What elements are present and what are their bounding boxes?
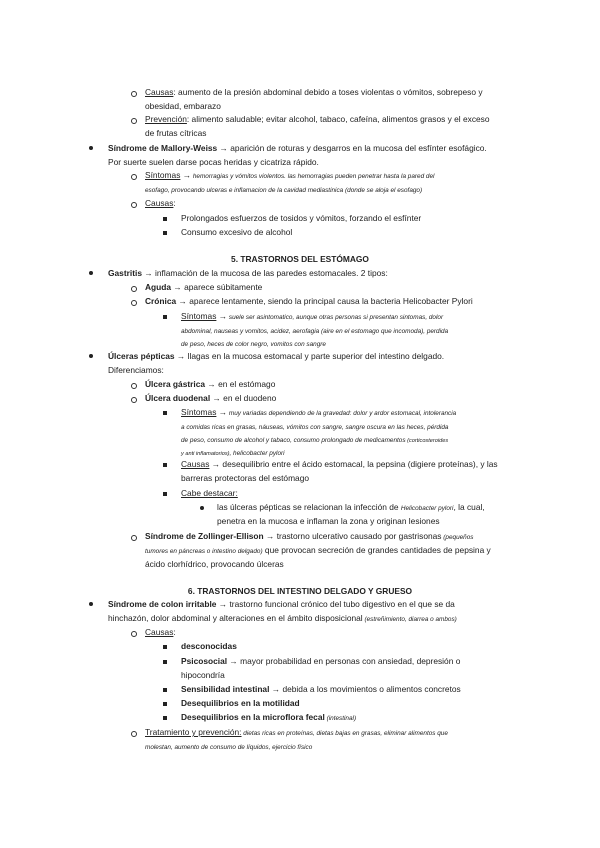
zollinger-line-2: tumores en páncreas o intestino delgado) que provocan secreción de grandes cantidades de pepsina y — [145, 545, 491, 555]
cronica-sintomas-2: abdominal, nauseas y vomitos, acidez, aerofagia (aire en el estomago que incomoda), perdida — [181, 328, 449, 335]
colon-causa-4: Desequilibrios en la motilidad — [181, 698, 300, 708]
prevencion-line-2: de frutas cítricas — [145, 128, 207, 138]
square-bullet — [163, 716, 167, 720]
circle-bullet — [131, 535, 137, 541]
circle-bullet — [131, 202, 137, 208]
cronica-line: Crónica → aparece lentamente, siendo la principal causa la bacteria Helicobacter Pylori — [145, 296, 473, 306]
colon-causa-5: Desequilibrios en la microflora fecal (intestinal) — [181, 712, 357, 722]
bullet — [200, 506, 204, 510]
colon-causa-1: desconocidas — [181, 641, 237, 651]
duodenal-sintomas-2: a comidas ricas en grasas, náuseas, vómitos con sangre, sangre oscura en las heces, pérdida — [181, 424, 449, 431]
causas-line-2: obesidad, embarazo — [145, 101, 221, 111]
circle-bullet — [131, 300, 137, 306]
colon-line-2: hinchazón, dolor abdominal y alteraciones en el ámbito disposicional (estreñimiento, diarrea o ambos) — [108, 613, 457, 623]
cabe-line: las úlceras pépticas se relacionan la infección de Helicobacter pylori, la cual, — [217, 502, 485, 512]
circle-bullet — [131, 286, 137, 292]
square-bullet — [163, 660, 167, 664]
aguda-line: Aguda → aparece súbitamente — [145, 282, 263, 292]
square-bullet — [163, 645, 167, 649]
zollinger-line: Síndrome de Zollinger-Ellison → trastorno ulcerativo causado por gastrisonas (pequeños — [145, 531, 474, 541]
mallory-sintomas-2: esofago, provocando ulceras e inflamacion de la cavidad mediastinica (donde se aloja el esofago) — [145, 187, 423, 194]
square-bullet — [163, 411, 167, 415]
prevencion-line: Prevención: alimento saludable; evitar alcohol, tabaco, cafeína, alimentos grasos y el exceso — [145, 114, 490, 124]
mallory-causa-1: Prolongados esfuerzos de tosidos y vómitos, forzando el esfínter — [181, 213, 422, 223]
zollinger-line-3: ácido clorhídrico, provocando úlceras — [145, 559, 284, 569]
tratamiento-line-2: molestan, aumento de consumo de líquidos, ejercicio físico — [145, 744, 313, 751]
bullet — [89, 354, 93, 358]
bullet — [89, 271, 93, 275]
colon-line: Síndrome de colon irritable → trastorno funcional crónico del tubo digestivo en el que se da — [108, 599, 455, 609]
causas-line: Causas: aumento de la presión abdominal debido a toses violentas o vómitos, sobrepeso y — [145, 87, 483, 97]
colon-causa-2b: hipocondría — [181, 670, 225, 680]
cronica-sintomas: Síntomas → suele ser asintomatico, aunque otras personas si presentan sintomas, dolor — [181, 311, 444, 321]
colon-causa-3: Sensibilidad intestinal → debida a los movimientos o alimentos concretos — [181, 684, 461, 694]
duodenal-causas: Causas → desequilibrio entre el ácido estomacal, la pepsina (digiere proteínas), y las — [181, 459, 498, 469]
ulceras-line-2: Diferenciamos: — [108, 365, 164, 375]
square-bullet — [163, 463, 167, 467]
gastritis-line: Gastritis → inflamación de la mucosa de las paredes estomacales. 2 tipos: — [108, 268, 388, 278]
cabe-line-2: penetra en la mucosa e inflaman la zona y originan lesiones — [217, 516, 440, 526]
circle-bullet — [131, 397, 137, 403]
duodenal-sintomas: Síntomas → muy variadas dependiendo de la gravedad: dolor y ardor estomacal, intolerancia — [181, 407, 457, 417]
colon-causa-2: Psicosocial → mayor probabilidad en personas con ansiedad, depresión o — [181, 656, 461, 666]
square-bullet — [163, 217, 167, 221]
circle-bullet — [131, 383, 137, 389]
section-5-title: 5. TRASTORNOS DEL ESTÓMAGO — [231, 254, 369, 264]
square-bullet — [163, 231, 167, 235]
mallory-causa-2: Consumo excesivo de alcohol — [181, 227, 293, 237]
ulceras-line: Úlceras pépticas → llagas en la mucosa estomacal y parte superior del intestino delgado. — [108, 351, 445, 361]
circle-bullet — [131, 631, 137, 637]
mallory-line-2: Por suerte suelen darse pocas heridas y cicatriza rápido. — [108, 157, 319, 167]
colon-causas: Causas: — [145, 627, 176, 637]
gastrica-line: Úlcera gástrica → en el estómago — [145, 379, 276, 389]
square-bullet — [163, 492, 167, 496]
circle-bullet — [131, 118, 137, 124]
mallory-sintomas: Síntomas → hemorragias y vómitos violentos. las hemorragias pueden penetrar hasta la pared del — [145, 170, 435, 180]
circle-bullet — [131, 91, 137, 97]
duodenal-causas-2: barreras protectoras del estómago — [181, 473, 310, 483]
square-bullet — [163, 688, 167, 692]
cronica-sintomas-3: de peso, heces de color negro, vomitos con sangre — [181, 341, 326, 348]
bullet — [89, 602, 93, 606]
tratamiento-line: Tratamiento y prevención: dietas ricas en proteínas, dietas bajas en grasas, eliminar alimentos que — [145, 727, 448, 737]
duodenal-line: Úlcera duodenal → en el duodeno — [145, 393, 277, 403]
square-bullet — [163, 702, 167, 706]
mallory-causas: Causas: — [145, 198, 176, 208]
duodenal-sintomas-3: de peso, consumo de alcohol y tabaco, consumo prolongado de medicamentos (corticosteroides — [181, 437, 449, 444]
duodenal-sintomas-4: y anti inflamatorios), helicobacter pylori — [181, 450, 285, 457]
cabe-destacar: Cabe destacar: — [181, 488, 238, 498]
square-bullet — [163, 315, 167, 319]
circle-bullet — [131, 174, 137, 180]
section-6-title: 6. TRASTORNOS DEL INTESTINO DELGADO Y GRUESO — [187, 586, 413, 596]
circle-bullet — [131, 731, 137, 737]
mallory-line: Síndrome de Mallory-Weiss → aparición de roturas y desgarros en la mucosa del esfínter esofágico. — [108, 143, 487, 153]
bullet — [89, 146, 93, 150]
